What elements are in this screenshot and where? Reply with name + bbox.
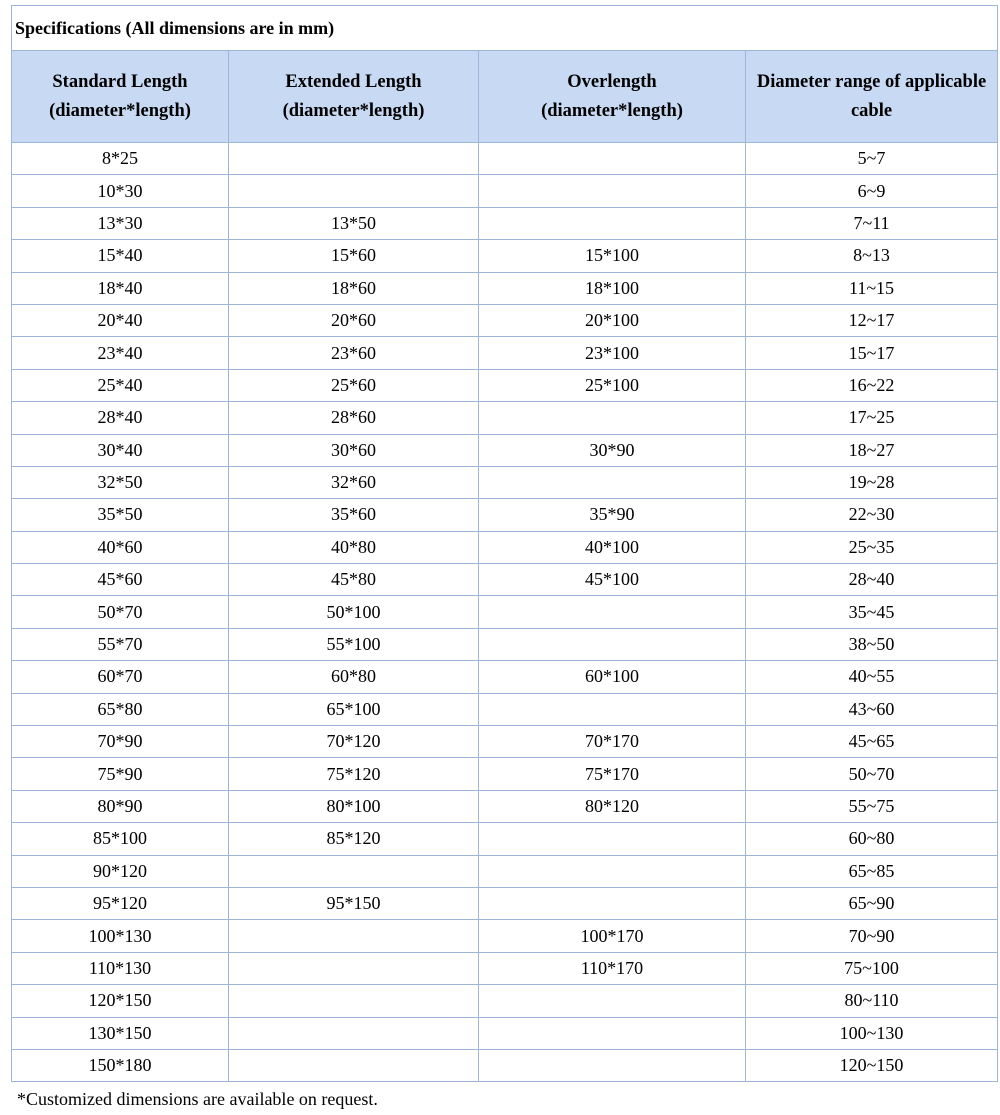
cell-standard-length: 40*60 xyxy=(12,531,229,563)
cell-overlength: 30*90 xyxy=(479,434,746,466)
cell-standard-length: 65*80 xyxy=(12,693,229,725)
table-row xyxy=(12,240,998,272)
cell-extended-length: 18*60 xyxy=(229,272,479,304)
table-row xyxy=(12,304,998,336)
cell-diameter-range: 35~45 xyxy=(746,596,998,628)
cell-standard-length: 50*70 xyxy=(12,596,229,628)
cell-extended-length: 55*100 xyxy=(229,628,479,660)
table-row xyxy=(12,143,998,175)
header-extended-length xyxy=(229,51,479,143)
cell-extended-length: 85*120 xyxy=(229,823,479,855)
cell-standard-length: 120*150 xyxy=(12,985,229,1017)
footnote: *Customized dimensions are available on request. xyxy=(17,1089,378,1109)
cell-overlength xyxy=(479,887,746,919)
cell-standard-length: 45*60 xyxy=(12,564,229,596)
cell-diameter-range: 7~11 xyxy=(746,207,998,239)
cell-standard-length: 150*180 xyxy=(12,1049,229,1081)
cell-diameter-range: 16~22 xyxy=(746,369,998,401)
table-row xyxy=(12,790,998,822)
cell-diameter-range: 12~17 xyxy=(746,304,998,336)
cell-overlength xyxy=(479,1017,746,1049)
cell-overlength xyxy=(479,207,746,239)
header-label: Diameter range of applicable xyxy=(756,71,987,92)
cell-diameter-range: 22~30 xyxy=(746,499,998,531)
table-row xyxy=(12,628,998,660)
header-row xyxy=(12,51,998,143)
cell-extended-length: 13*50 xyxy=(229,207,479,239)
table-row xyxy=(12,693,998,725)
cell-extended-length xyxy=(229,985,479,1017)
cell-extended-length xyxy=(229,920,479,952)
table-row xyxy=(12,1017,998,1049)
table-row xyxy=(12,499,998,531)
cell-diameter-range: 55~75 xyxy=(746,790,998,822)
cell-extended-length: 20*60 xyxy=(229,304,479,336)
cell-extended-length xyxy=(229,952,479,984)
cell-extended-length: 23*60 xyxy=(229,337,479,369)
cell-extended-length: 40*80 xyxy=(229,531,479,563)
cell-overlength: 60*100 xyxy=(479,661,746,693)
cell-standard-length: 13*30 xyxy=(12,207,229,239)
table-row xyxy=(12,855,998,887)
cell-overlength: 80*120 xyxy=(479,790,746,822)
cell-diameter-range: 38~50 xyxy=(746,628,998,660)
cell-standard-length: 20*40 xyxy=(12,304,229,336)
cell-standard-length: 28*40 xyxy=(12,402,229,434)
cell-diameter-range: 60~80 xyxy=(746,823,998,855)
cell-standard-length: 70*90 xyxy=(12,726,229,758)
cell-standard-length: 30*40 xyxy=(12,434,229,466)
header-label: Standard Length xyxy=(52,71,188,92)
cell-standard-length: 60*70 xyxy=(12,661,229,693)
cell-standard-length: 10*30 xyxy=(12,175,229,207)
cell-diameter-range: 45~65 xyxy=(746,726,998,758)
cell-overlength: 20*100 xyxy=(479,304,746,336)
cell-standard-length: 100*130 xyxy=(12,920,229,952)
table-row xyxy=(12,661,998,693)
cell-overlength xyxy=(479,1049,746,1081)
title-row xyxy=(12,6,998,51)
table-row xyxy=(12,337,998,369)
cell-extended-length: 35*60 xyxy=(229,499,479,531)
cell-diameter-range: 50~70 xyxy=(746,758,998,790)
cell-extended-length: 50*100 xyxy=(229,596,479,628)
cell-extended-length xyxy=(229,855,479,887)
cell-overlength xyxy=(479,175,746,207)
cell-overlength: 40*100 xyxy=(479,531,746,563)
table-row xyxy=(12,402,998,434)
cell-overlength: 23*100 xyxy=(479,337,746,369)
table-row xyxy=(12,920,998,952)
cell-overlength: 110*170 xyxy=(479,952,746,984)
header-overlength xyxy=(479,51,746,143)
cell-standard-length: 80*90 xyxy=(12,790,229,822)
cell-overlength xyxy=(479,466,746,498)
cell-diameter-range: 6~9 xyxy=(746,175,998,207)
cell-diameter-range: 19~28 xyxy=(746,466,998,498)
table-row xyxy=(12,985,998,1017)
cell-extended-length xyxy=(229,1049,479,1081)
cell-extended-length xyxy=(229,143,479,175)
cell-diameter-range: 11~15 xyxy=(746,272,998,304)
cell-standard-length: 15*40 xyxy=(12,240,229,272)
cell-standard-length: 23*40 xyxy=(12,337,229,369)
table-title: Specifications (All dimensions are in mm) xyxy=(12,6,998,51)
header-standard-length xyxy=(12,51,229,143)
cell-overlength: 25*100 xyxy=(479,369,746,401)
table-row xyxy=(12,596,998,628)
table-row xyxy=(12,823,998,855)
cell-extended-length: 45*80 xyxy=(229,564,479,596)
table-row xyxy=(12,887,998,919)
cell-extended-length: 80*100 xyxy=(229,790,479,822)
table-body xyxy=(12,143,998,1082)
cell-overlength: 75*170 xyxy=(479,758,746,790)
cell-extended-length: 30*60 xyxy=(229,434,479,466)
header-sublabel: (diameter*length) xyxy=(282,100,425,121)
cell-standard-length: 75*90 xyxy=(12,758,229,790)
cell-standard-length: 110*130 xyxy=(12,952,229,984)
cell-overlength xyxy=(479,628,746,660)
header-label: Overlength xyxy=(567,71,657,92)
cell-overlength xyxy=(479,855,746,887)
table-row xyxy=(12,207,998,239)
table-row xyxy=(12,564,998,596)
cell-diameter-range: 100~130 xyxy=(746,1017,998,1049)
cell-diameter-range: 120~150 xyxy=(746,1049,998,1081)
cell-diameter-range: 75~100 xyxy=(746,952,998,984)
cell-extended-length: 28*60 xyxy=(229,402,479,434)
cell-standard-length: 8*25 xyxy=(12,143,229,175)
cell-extended-length: 60*80 xyxy=(229,661,479,693)
cell-extended-length: 25*60 xyxy=(229,369,479,401)
cell-diameter-range: 40~55 xyxy=(746,661,998,693)
cell-overlength: 70*170 xyxy=(479,726,746,758)
cell-overlength: 18*100 xyxy=(479,272,746,304)
cell-diameter-range: 70~90 xyxy=(746,920,998,952)
cell-diameter-range: 18~27 xyxy=(746,434,998,466)
header-sublabel: cable xyxy=(850,100,893,121)
header-sublabel: (diameter*length) xyxy=(541,100,683,121)
cell-diameter-range: 17~25 xyxy=(746,402,998,434)
cell-standard-length: 55*70 xyxy=(12,628,229,660)
cell-diameter-range: 15~17 xyxy=(746,337,998,369)
cell-standard-length: 90*120 xyxy=(12,855,229,887)
specifications-table xyxy=(11,5,998,1082)
table-row xyxy=(12,726,998,758)
cell-standard-length: 32*50 xyxy=(12,466,229,498)
table-row xyxy=(12,952,998,984)
cell-overlength: 100*170 xyxy=(479,920,746,952)
cell-standard-length: 130*150 xyxy=(12,1017,229,1049)
cell-extended-length: 65*100 xyxy=(229,693,479,725)
cell-standard-length: 35*50 xyxy=(12,499,229,531)
table-row xyxy=(12,758,998,790)
cell-extended-length: 70*120 xyxy=(229,726,479,758)
cell-extended-length: 32*60 xyxy=(229,466,479,498)
cell-overlength: 15*100 xyxy=(479,240,746,272)
cell-overlength xyxy=(479,143,746,175)
cell-standard-length: 95*120 xyxy=(12,887,229,919)
cell-diameter-range: 65~85 xyxy=(746,855,998,887)
header-diameter-range xyxy=(746,51,998,143)
cell-diameter-range: 25~35 xyxy=(746,531,998,563)
cell-standard-length: 85*100 xyxy=(12,823,229,855)
table-row xyxy=(12,175,998,207)
cell-extended-length xyxy=(229,1017,479,1049)
cell-extended-length: 15*60 xyxy=(229,240,479,272)
cell-diameter-range: 28~40 xyxy=(746,564,998,596)
cell-diameter-range: 43~60 xyxy=(746,693,998,725)
cell-overlength xyxy=(479,823,746,855)
cell-standard-length: 18*40 xyxy=(12,272,229,304)
cell-diameter-range: 8~13 xyxy=(746,240,998,272)
table-row xyxy=(12,369,998,401)
cell-overlength: 45*100 xyxy=(479,564,746,596)
header-label: Extended Length xyxy=(285,71,422,92)
table-row xyxy=(12,466,998,498)
table-row xyxy=(12,1049,998,1081)
header-sublabel: (diameter*length) xyxy=(49,100,191,121)
cell-standard-length: 25*40 xyxy=(12,369,229,401)
table-row xyxy=(12,531,998,563)
cell-overlength xyxy=(479,402,746,434)
cell-extended-length: 95*150 xyxy=(229,887,479,919)
cell-extended-length xyxy=(229,175,479,207)
cell-diameter-range: 5~7 xyxy=(746,143,998,175)
cell-extended-length: 75*120 xyxy=(229,758,479,790)
table-row xyxy=(12,434,998,466)
cell-overlength xyxy=(479,596,746,628)
cell-diameter-range: 80~110 xyxy=(746,985,998,1017)
cell-diameter-range: 65~90 xyxy=(746,887,998,919)
cell-overlength xyxy=(479,693,746,725)
cell-overlength xyxy=(479,985,746,1017)
table-row xyxy=(12,272,998,304)
cell-overlength: 35*90 xyxy=(479,499,746,531)
